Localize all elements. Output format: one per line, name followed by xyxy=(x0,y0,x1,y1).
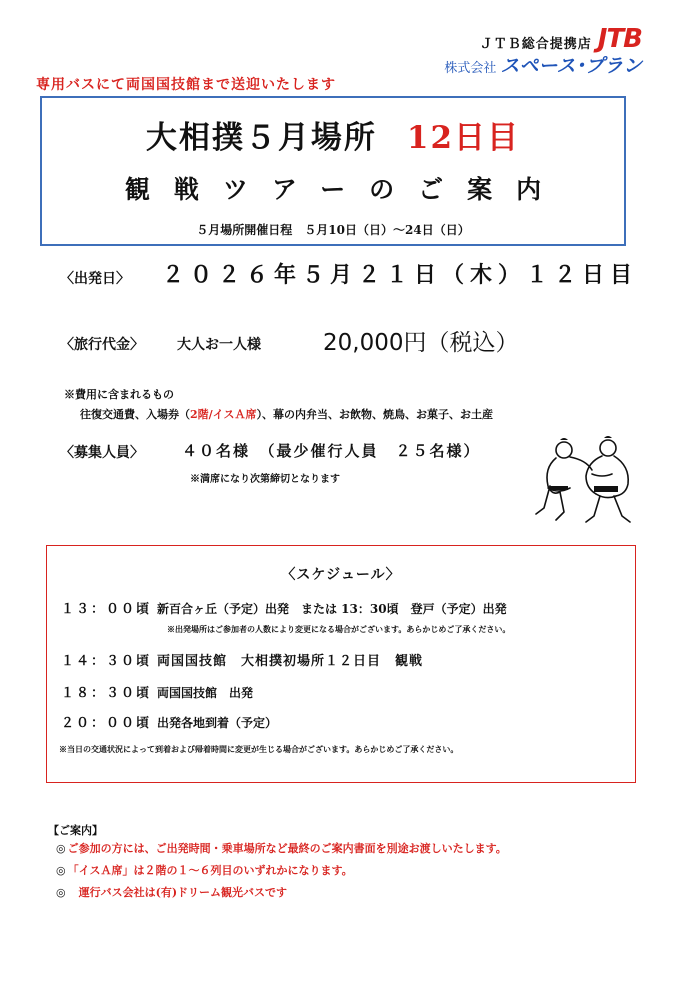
bullet-icon: ◎ xyxy=(56,886,66,899)
departure-date: ２０２６年５月２１日（木）１２日目 xyxy=(162,262,639,288)
departure-label: 〈出発日〉 xyxy=(60,271,130,287)
price-label: 〈旅行代金〉 xyxy=(60,337,144,353)
included-seat-highlight: 2階/イスＡ席 xyxy=(190,408,257,421)
recruit-note: ※満席になり次第締切となります xyxy=(190,474,340,485)
schedule-time: ２０：００頃 xyxy=(61,716,152,731)
page-title xyxy=(42,112,624,157)
price-target: 大人お一人様 xyxy=(177,337,261,353)
jtb-affiliate-label: ＪＴＢ総合提携店 xyxy=(479,37,592,52)
tournament-period: ５月場所開催日程 ５月10日（日）～24日（日） xyxy=(196,223,470,237)
bus-note: 専用バスにて両国国技館まで送迎いたします xyxy=(36,77,336,93)
schedule-box xyxy=(46,545,636,783)
schedule-time: １３：００頃 xyxy=(61,602,152,617)
guide-text: ご参加の方には、ご出発時間・乗車場所など最終のご案内書面を別途お渡しいたします。 xyxy=(67,842,507,855)
guide-text: 運行バス会社は(有)ドリーム観光バスです xyxy=(67,886,288,899)
schedule-text: 新百合ヶ丘（予定）出発 または 13：30頃 登戸（予定）出発 xyxy=(157,602,507,616)
guide-item xyxy=(56,884,287,900)
schedule-traffic-note: ※当日の交通状況によって到着および帰着時間に変更が生じる場合がございます。あらかじめご了承ください。 xyxy=(59,744,459,754)
schedule-row xyxy=(61,598,507,617)
subtitle: 観戦ツアーのご案内 xyxy=(124,175,566,204)
guide-item xyxy=(56,840,507,856)
bullet-icon: ◎ xyxy=(56,842,66,855)
included-items xyxy=(80,406,493,422)
recruit-value: ４０名様 （最少催行人員 ２５名様） xyxy=(182,442,481,460)
jtb-affiliate-line xyxy=(480,26,642,52)
guide-item xyxy=(56,862,353,878)
schedule-time: １８：３０頃 xyxy=(61,686,152,701)
title-main: 大相撲５月場所 xyxy=(145,120,377,156)
schedule-row xyxy=(61,650,423,669)
title-box xyxy=(40,96,626,246)
schedule-time: １４：３０頃 xyxy=(61,654,152,669)
guide-text: 「イスＡ席」は２階の１～６列目のいずれかになります。 xyxy=(67,864,353,877)
jtb-logo: JTB xyxy=(597,24,642,54)
price-value: 20,000円（税込） xyxy=(323,330,519,356)
included-items-prefix: 往復交通費、入場券（ xyxy=(80,408,190,421)
included-title: ※費用に含まれるもの xyxy=(64,388,174,401)
schedule-text: 両国国技館 大相撲初場所１２日目 観戦 xyxy=(157,654,424,669)
recruit-label: 〈募集人員〉 xyxy=(60,445,144,461)
schedule-text: 出発各地到着（予定） xyxy=(157,716,278,730)
schedule-text: 両国国技館 出発 xyxy=(157,686,254,700)
schedule-row xyxy=(61,712,277,731)
guide-title: 【ご案内】 xyxy=(48,824,103,837)
company-logo xyxy=(444,56,642,76)
schedule-departure-note: ※出発場所はご参加者の人数により変更になる場合がございます。あらかじめご了承ください。 xyxy=(167,624,511,634)
sumo-wrestlers-icon xyxy=(530,430,640,530)
schedule-row xyxy=(61,682,253,701)
title-day: 12日目 xyxy=(406,120,521,156)
company-name: スペース･プラン xyxy=(500,55,642,77)
schedule-title: 〈スケジュール〉 xyxy=(281,567,401,583)
bullet-icon: ◎ xyxy=(56,864,66,877)
included-items-suffix: ）、幕の内弁当、お飲物、焼鳥、お菓子、お土産 xyxy=(256,408,494,421)
company-prefix: 株式会社 xyxy=(444,61,497,76)
